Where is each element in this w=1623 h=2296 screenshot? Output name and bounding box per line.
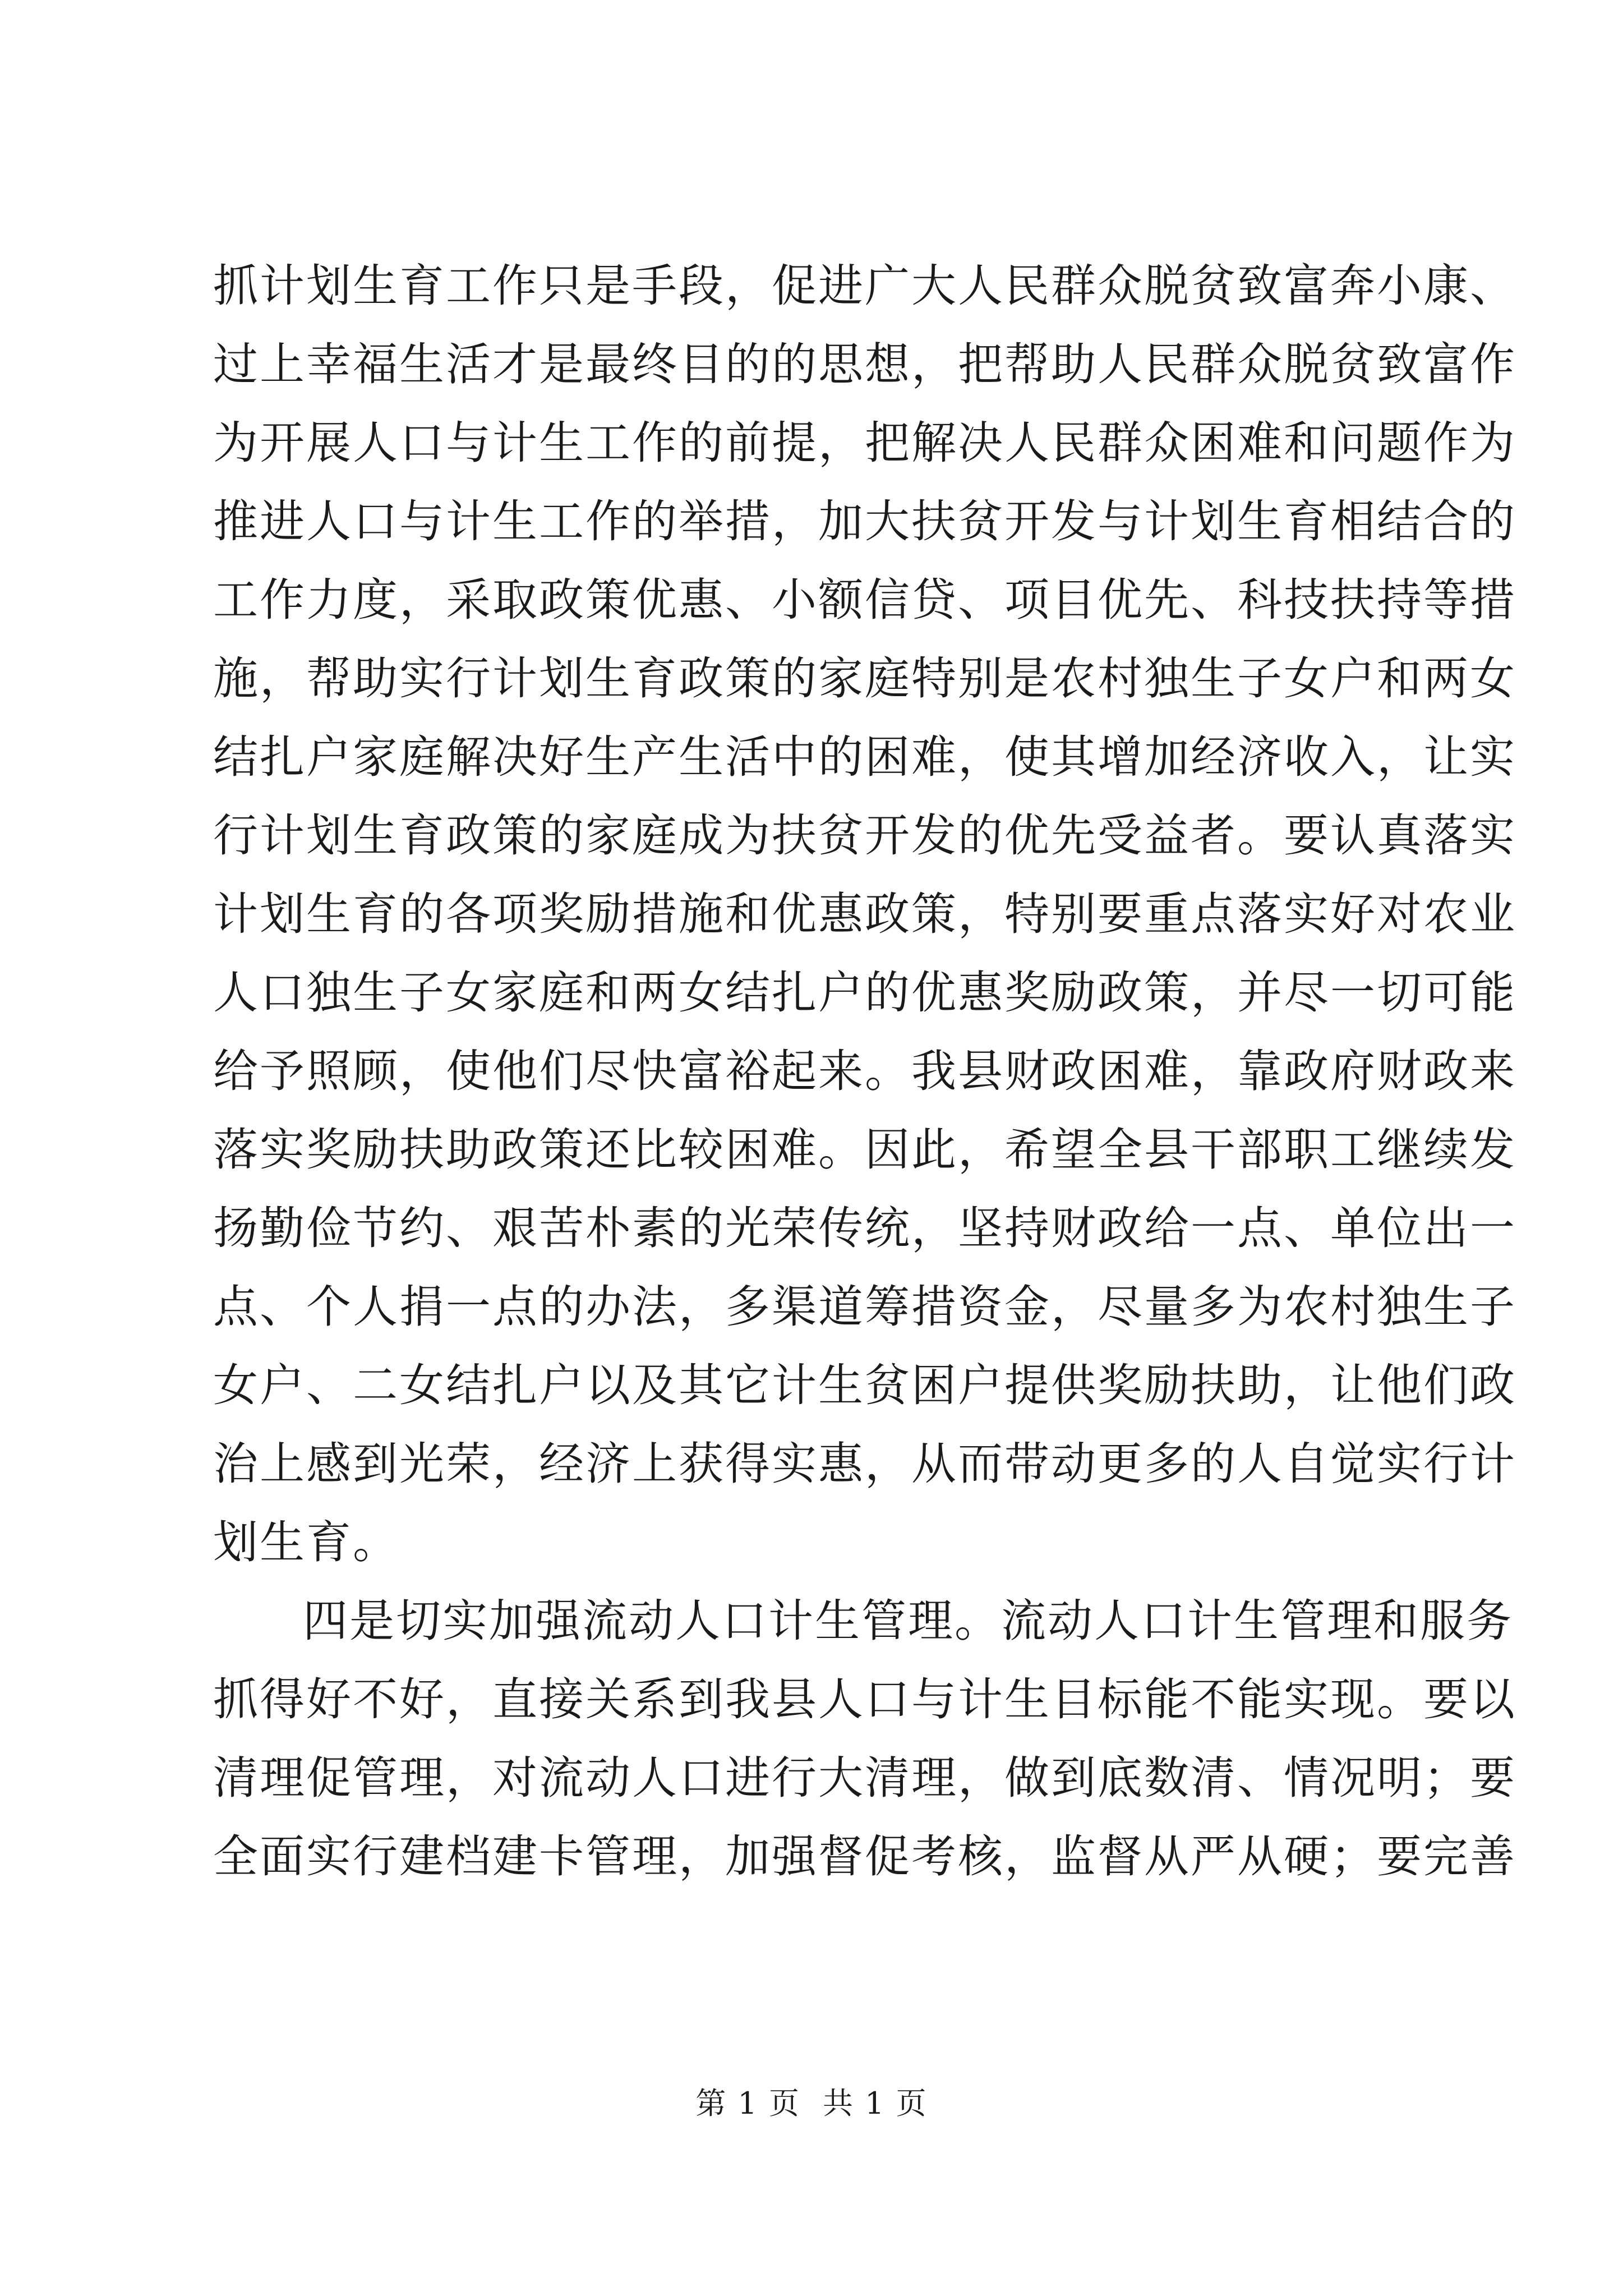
text-line: 扬勤俭节约、艰苦朴素的光荣传统，坚持财政给一点、单位出一: [213, 1202, 1516, 1254]
page-footer: [0, 2084, 1623, 2123]
text-line: 清理促管理，对流动人口进行大清理，做到底数清、情况明；要: [213, 1752, 1516, 1804]
text-line: 计划生育的各项奖励措施和优惠政策，特别要重点落实好对农业: [213, 888, 1516, 940]
text-line: 女户、二女结扎户以及其它计生贫困户提供奖励扶助，让他们政: [213, 1359, 1516, 1411]
text-line: 治上感到光荣，经济上获得实惠，从而带动更多的人自觉实行计: [213, 1438, 1516, 1490]
text-line: 全面实行建档建卡管理，加强督促考核，监督从严从硬；要完善: [213, 1830, 1516, 1883]
text-line: 工作力度，采取政策优惠、小额信贷、项目优先、科技扶持等措: [213, 574, 1516, 626]
text-line: 过上幸福生活才是最终目的的思想，把帮助人民群众脱贫致富作: [213, 338, 1516, 390]
page-number: 第 1 页: [695, 2086, 800, 2121]
text-line: 划生育。: [213, 1516, 399, 1568]
text-line: 点、个人捐一点的办法，多渠道筹措资金，尽量多为农村独生子: [213, 1281, 1516, 1333]
text-line: 抓得好不好，直接关系到我县人口与计生目标能不能实现。要以: [213, 1673, 1516, 1726]
text-line: 推进人口与计生工作的举措，加大扶贫开发与计划生育相结合的: [213, 495, 1516, 547]
page-total: 共 1 页: [823, 2086, 928, 2121]
text-line: 行计划生育政策的家庭成为扶贫开发的优先受益者。要认真落实: [213, 809, 1516, 862]
text-line: 抓计划生育工作只是手段，促进广大人民群众脱贫致富奔小康、: [213, 260, 1516, 312]
text-line: 为开展人口与计生工作的前提，把解决人民群众困难和问题作为: [213, 417, 1516, 469]
text-line: 人口独生子女家庭和两女结扎户的优惠奖励政策，并尽一切可能: [213, 967, 1516, 1019]
paragraph-start-line: 四是切实加强流动人口计生管理。流动人口计生管理和服务: [303, 1595, 1513, 1647]
text-line: 落实奖励扶助政策还比较困难。因此，希望全县干部职工继续发: [213, 1124, 1516, 1176]
text-line: 给予照顾，使他们尽快富裕起来。我县财政困难，靠政府财政来: [213, 1045, 1516, 1097]
text-line: 施，帮助实行计划生育政策的家庭特别是农村独生子女户和两女: [213, 652, 1516, 705]
document-body: [213, 247, 1516, 1896]
text-line: 结扎户家庭解决好生产生活中的困难，使其增加经济收入，让实: [213, 731, 1516, 783]
